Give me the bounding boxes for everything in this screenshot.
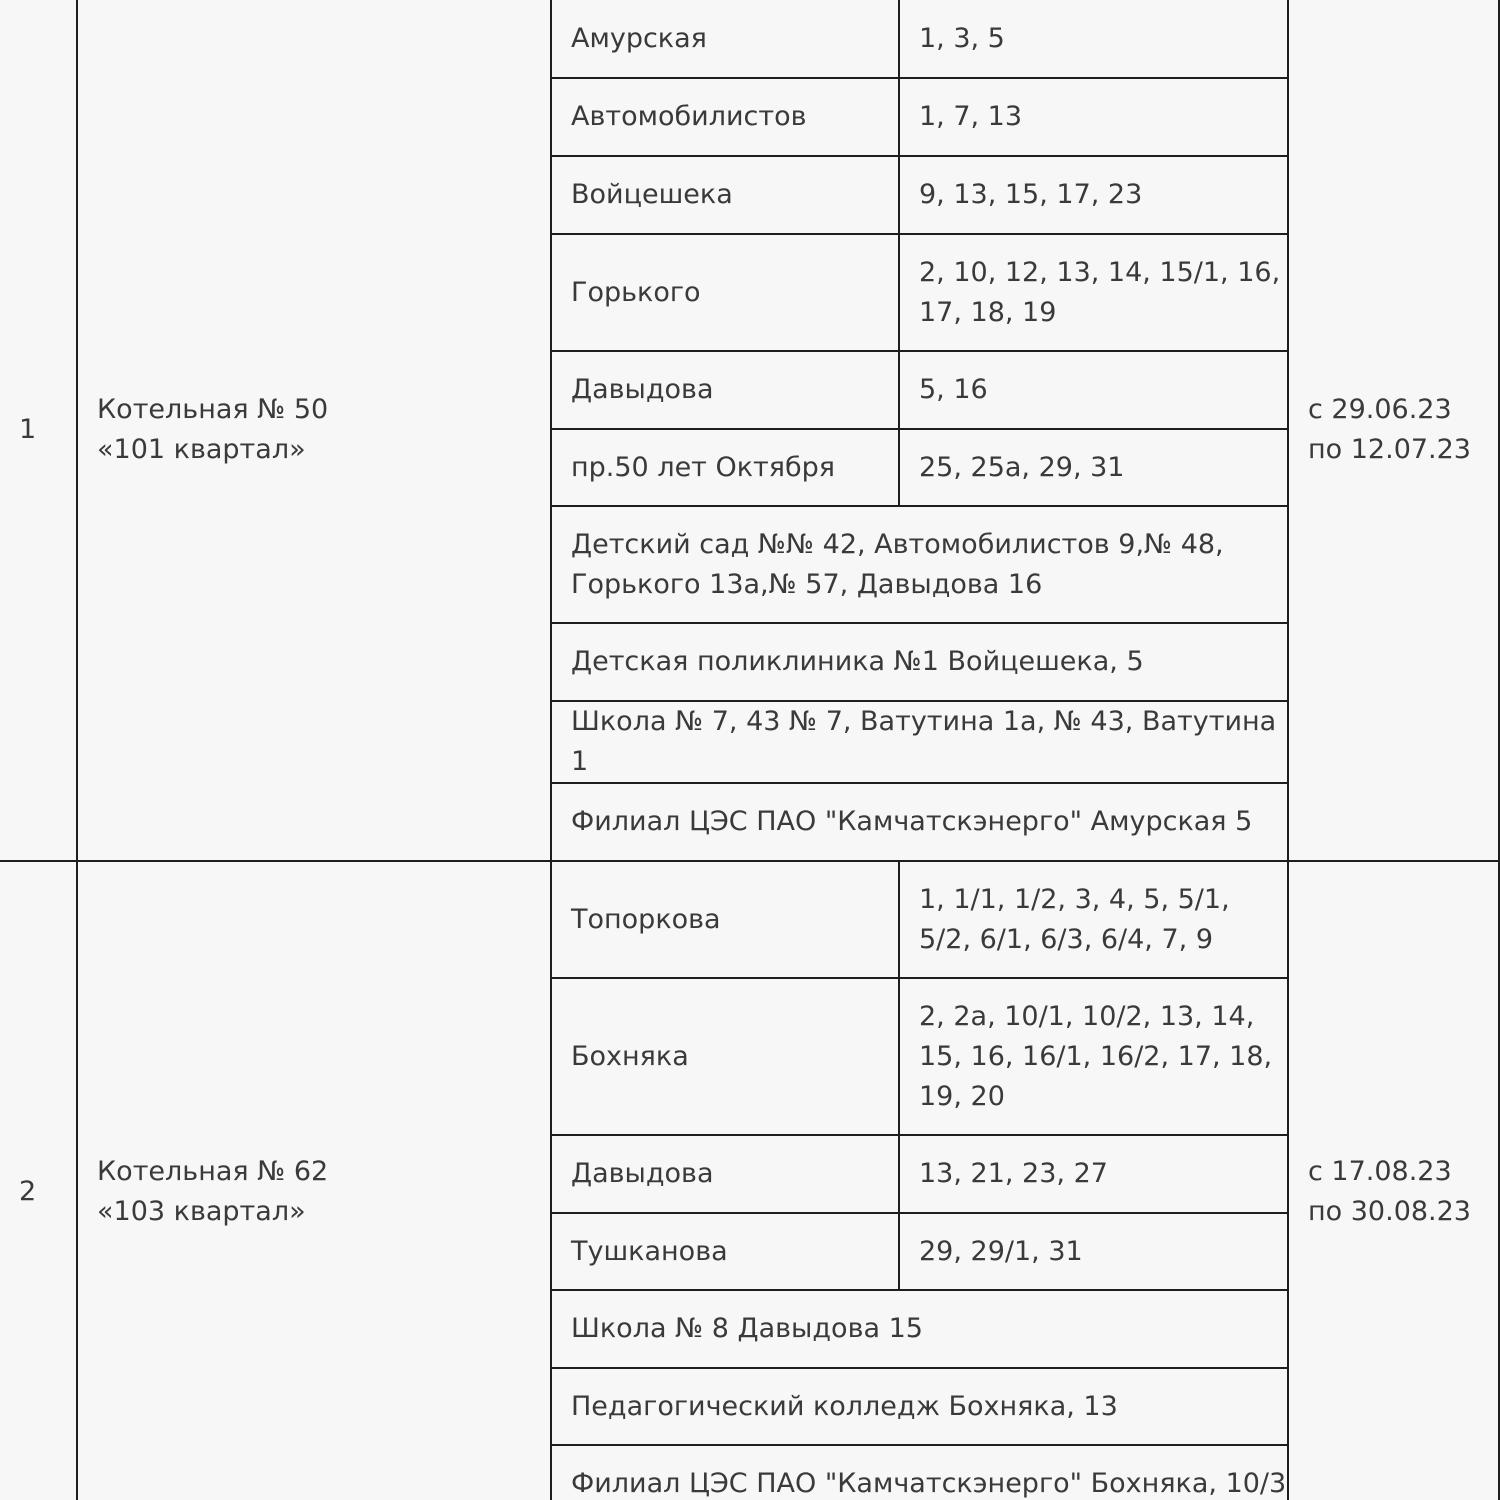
street-name: пр.50 лет Октября	[551, 429, 899, 506]
facility: Филиал ЦЭС ПАО "Камчатскэнерго" Бохняка, 10/3	[551, 1445, 1288, 1500]
group-number: 1	[0, 0, 77, 861]
house-numbers: 25, 25а, 29, 31	[899, 429, 1288, 506]
house-numbers: 1, 7, 13	[899, 78, 1288, 156]
boiler-name: Котельная № 62	[97, 1156, 329, 1187]
boiler-house-cell	[77, 0, 551, 861]
facility: Школа № 7, 43 № 7, Ватутина 1а, № 43, Ватутина 1	[551, 701, 1288, 783]
facility: Детский сад №№ 42, Автомобилистов 9,№ 48, Горького 13а,№ 57, Давыдова 16	[551, 506, 1288, 623]
street-name: Тушканова	[551, 1213, 899, 1290]
period-from: с 29.06.23	[1308, 394, 1452, 425]
outage-period-cell	[1288, 0, 1499, 861]
table-row	[0, 861, 1499, 978]
block-name: «103 квартал»	[97, 1196, 306, 1227]
house-numbers: 2, 2а, 10/1, 10/2, 13, 14, 15, 16, 16/1, 16/2, 17, 18, 19, 20	[899, 978, 1288, 1135]
facility: Детская поликлиника №1 Войцешека, 5	[551, 623, 1288, 701]
group-number: 2	[0, 861, 77, 1500]
house-numbers: 29, 29/1, 31	[899, 1213, 1288, 1290]
house-numbers: 5, 16	[899, 351, 1288, 429]
street-name: Амурская	[551, 0, 899, 78]
street-name: Давыдова	[551, 1135, 899, 1213]
period-to: по 30.08.23	[1308, 1196, 1471, 1227]
block-name: «101 квартал»	[97, 434, 306, 465]
boiler-name: Котельная № 50	[97, 394, 329, 425]
house-numbers: 9, 13, 15, 17, 23	[899, 156, 1288, 234]
street-name: Горького	[551, 234, 899, 351]
street-name: Автомобилистов	[551, 78, 899, 156]
period-to: по 12.07.23	[1308, 434, 1471, 465]
street-name: Войцешека	[551, 156, 899, 234]
facility: Педагогический колледж Бохняка, 13	[551, 1368, 1288, 1445]
house-numbers: 13, 21, 23, 27	[899, 1135, 1288, 1213]
house-numbers: 1, 1/1, 1/2, 3, 4, 5, 5/1, 5/2, 6/1, 6/3, 6/4, 7, 9	[899, 861, 1288, 978]
street-name: Давыдова	[551, 351, 899, 429]
outage-period-cell	[1288, 861, 1499, 1500]
facility: Филиал ЦЭС ПАО "Камчатскэнерго" Амурская 5	[551, 783, 1288, 861]
table-row	[0, 0, 1499, 78]
house-numbers: 2, 10, 12, 13, 14, 15/1, 16, 17, 18, 19	[899, 234, 1288, 351]
house-numbers: 1, 3, 5	[899, 0, 1288, 78]
street-name: Бохняка	[551, 978, 899, 1135]
street-name: Топоркова	[551, 861, 899, 978]
facility: Школа № 8 Давыдова 15	[551, 1290, 1288, 1368]
boiler-house-cell	[77, 861, 551, 1500]
period-from: с 17.08.23	[1308, 1156, 1452, 1187]
